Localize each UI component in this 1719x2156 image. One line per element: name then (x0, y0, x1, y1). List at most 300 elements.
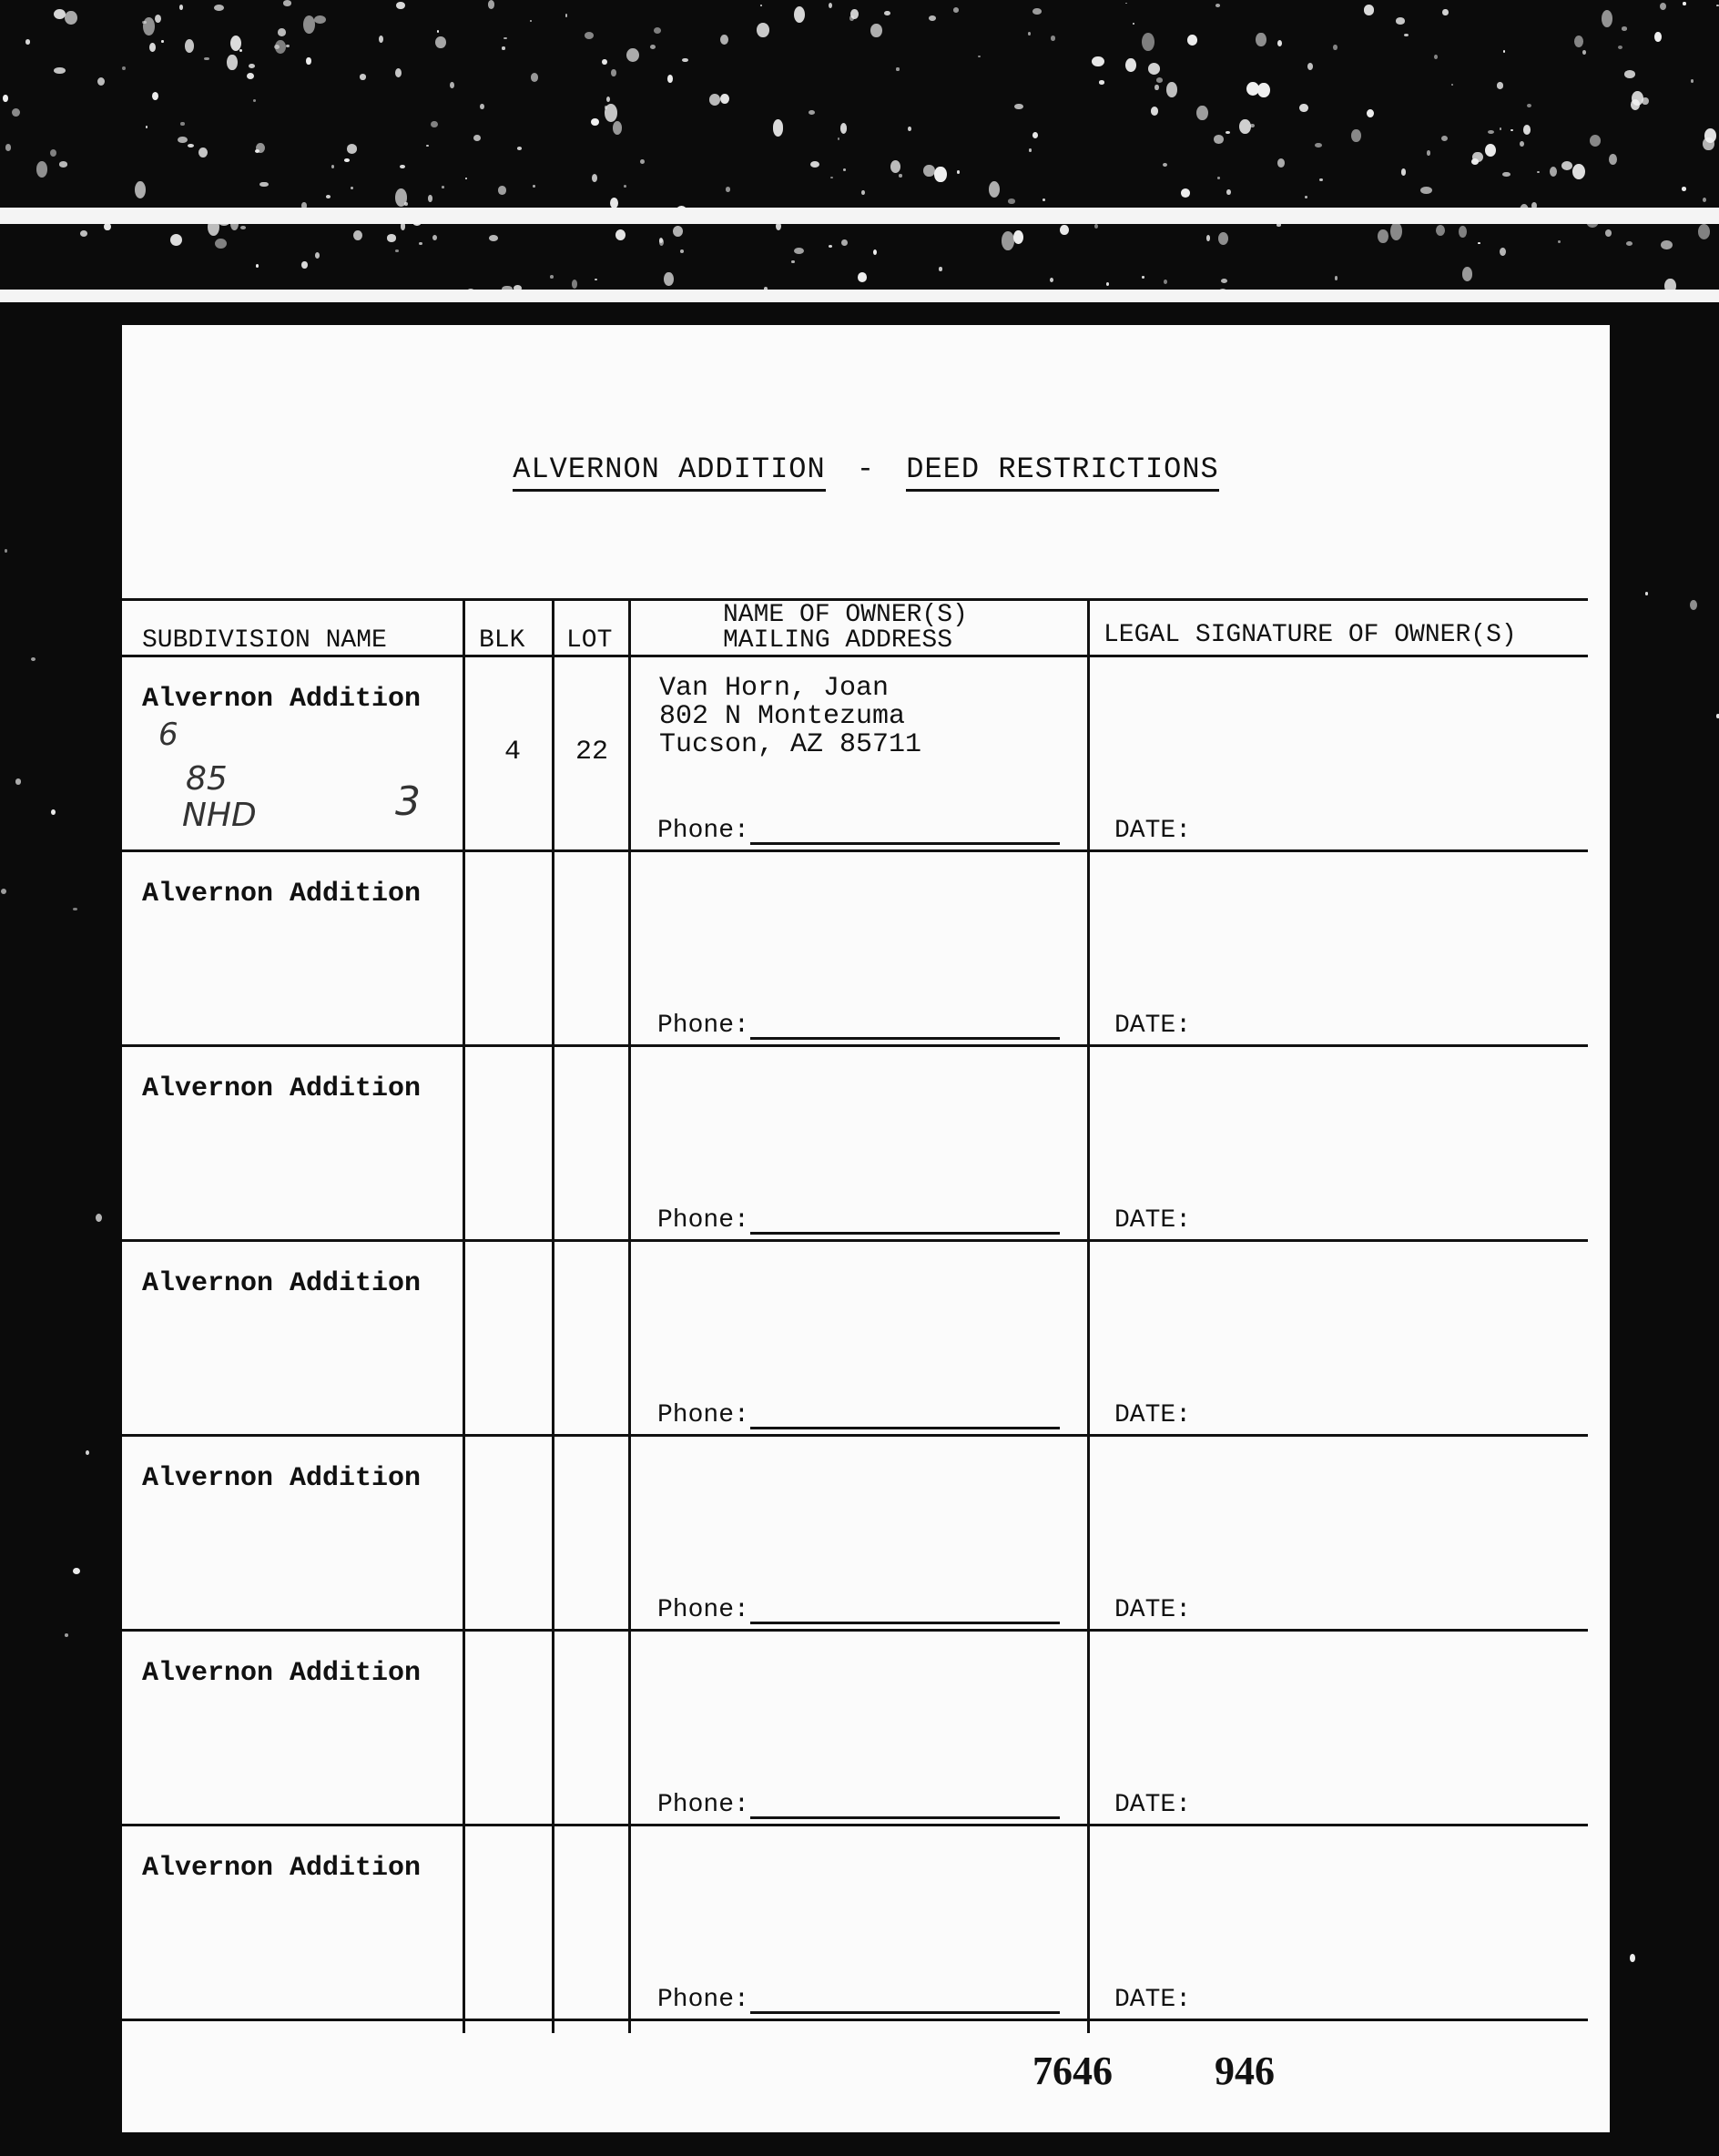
scan-speck (122, 66, 126, 70)
scan-speck (395, 188, 407, 207)
scan-speck (65, 1633, 68, 1637)
col-rule-owner (628, 598, 631, 2033)
title-left: ALVERNON ADDITION (513, 453, 825, 492)
scan-speck (1471, 158, 1479, 165)
scan-speck (146, 126, 147, 128)
row-rule (122, 1434, 1588, 1437)
scan-speck (247, 73, 254, 79)
scan-speck (395, 68, 402, 78)
scan-speck (810, 161, 819, 168)
scan-speck (595, 279, 597, 280)
scan-speck (530, 20, 533, 23)
scan-speck (870, 24, 882, 37)
scan-speck (256, 264, 259, 268)
phone-line (750, 2011, 1060, 2014)
col-rule-signature (1087, 598, 1090, 2033)
scan-speck (1537, 171, 1540, 173)
scan-speck (170, 234, 182, 246)
scan-speck (442, 186, 445, 188)
scan-speck (5, 144, 11, 151)
scan-speck (15, 778, 21, 784)
scan-speck (1217, 177, 1220, 178)
scan-speck (1148, 63, 1161, 75)
scan-speck (606, 97, 610, 102)
scan-speck (1572, 164, 1585, 179)
scan-speck (97, 77, 105, 86)
scan-speck (923, 165, 935, 178)
scan-band-top (0, 208, 1719, 224)
scan-speck (1307, 63, 1313, 70)
scan-speck (50, 149, 56, 157)
scan-speck (1497, 82, 1503, 88)
scan-speck (1660, 3, 1666, 10)
scan-speck (1704, 128, 1716, 143)
scan-speck (850, 9, 859, 19)
date-label: DATE: (1114, 1206, 1192, 1235)
scan-speck (278, 28, 286, 36)
header-bottom-rule (122, 655, 1588, 657)
scan-speck (1367, 109, 1374, 117)
scan-speck (773, 119, 784, 137)
phone-label: Phone: (657, 1986, 749, 2014)
scan-speck (1574, 36, 1584, 47)
scan-speck (1008, 198, 1015, 203)
subdivision-name: Alvernon Addition (142, 879, 422, 910)
scan-speck (1142, 33, 1154, 51)
scan-speck (726, 187, 730, 191)
scan-speck (204, 57, 209, 61)
document-number-2: 946 (1215, 2049, 1275, 2093)
scan-speck (188, 144, 194, 147)
scan-speck (1378, 229, 1388, 243)
scan-speck (65, 11, 77, 25)
scan-speck (624, 185, 626, 188)
scan-speck (1503, 50, 1505, 53)
mailing-address-line1: 802 N Montezuma (659, 701, 906, 732)
handwritten-note-4: 3 (395, 778, 421, 825)
scan-speck (899, 174, 902, 177)
scan-speck (1618, 46, 1623, 49)
phone-label: Phone: (657, 1791, 749, 1819)
title-right: DEED RESTRICTIONS (906, 453, 1218, 492)
scan-speck (306, 57, 310, 65)
scan-speck (152, 92, 158, 100)
phone-line (750, 1427, 1060, 1429)
scan-speck (1630, 1954, 1635, 1962)
scan-speck (929, 15, 936, 21)
subdivision-name: Alvernon Addition (142, 684, 422, 715)
scan-speck (1250, 124, 1255, 127)
scan-speck (1558, 240, 1561, 243)
handwritten-note-3: NHD (182, 797, 257, 834)
scan-speck (185, 39, 194, 53)
scan-speck (605, 104, 617, 121)
row-rule (122, 1824, 1588, 1826)
scan-speck (396, 2, 405, 9)
scan-speck (3, 95, 8, 102)
scan-speck (227, 55, 237, 71)
scan-speck (680, 249, 684, 253)
blk-value: 4 (504, 737, 522, 768)
scan-speck (400, 165, 405, 168)
scan-speck (1187, 35, 1197, 46)
row-rule (122, 1629, 1588, 1632)
scan-speck (884, 11, 890, 15)
scan-speck (1257, 83, 1269, 97)
scan-speck (1420, 187, 1432, 194)
scan-speck (1502, 172, 1510, 177)
scan-speck (314, 15, 326, 24)
scan-speck (240, 226, 246, 229)
scan-speck (419, 242, 422, 245)
scan-speck (953, 7, 959, 13)
scan-speck (12, 108, 20, 117)
scan-speck (533, 185, 535, 188)
handwritten-note-2: 85 (186, 760, 228, 798)
scan-speck (1166, 82, 1177, 97)
scan-speck (1703, 198, 1706, 202)
scan-speck (1626, 241, 1633, 246)
scan-band-bottom (0, 290, 1719, 302)
row-rule (122, 1239, 1588, 1242)
scan-speck (1092, 56, 1104, 66)
scan-speck (1214, 135, 1224, 144)
subdivision-name: Alvernon Addition (142, 1853, 422, 1884)
scan-speck (1218, 232, 1228, 245)
scan-speck (143, 17, 155, 36)
scan-speck (5, 549, 7, 553)
scan-speck (1654, 32, 1662, 43)
scan-speck (613, 121, 622, 135)
scan-speck (344, 158, 350, 162)
scan-speck (1032, 132, 1039, 138)
scan-speck (1631, 99, 1640, 110)
scan-speck (1043, 198, 1045, 201)
scan-speck (1032, 8, 1041, 15)
scan-speck (809, 110, 815, 115)
scan-speck (1299, 104, 1308, 113)
scan-speck (591, 118, 599, 126)
scan-speck (31, 657, 36, 661)
handwritten-note-1: 6 (158, 717, 178, 753)
scan-speck (360, 74, 366, 79)
scan-speck (565, 14, 568, 17)
scan-speck (1404, 34, 1409, 37)
deed-restrictions-form (122, 325, 1610, 2132)
scan-speck (626, 48, 639, 62)
scan-speck (664, 272, 673, 286)
scan-speck (326, 195, 331, 198)
scan-speck (1396, 17, 1406, 25)
scan-speck (1401, 168, 1407, 176)
header-subdivision: SUBDIVISION NAME (142, 626, 387, 655)
scan-speck (259, 182, 268, 188)
scan-speck (978, 56, 981, 57)
scan-speck (1590, 135, 1601, 147)
scan-speck (215, 239, 227, 249)
scan-speck (1014, 104, 1023, 110)
scan-speck (1622, 26, 1627, 30)
scan-speck (934, 167, 946, 183)
scan-speck (155, 15, 161, 23)
scan-speck (939, 267, 943, 271)
scan-speck (1716, 5, 1718, 6)
scan-speck (615, 229, 626, 240)
scan-speck (1441, 136, 1448, 141)
scan-speck (1510, 129, 1513, 131)
scan-speck (379, 36, 383, 43)
scan-speck (1002, 231, 1014, 249)
scan-speck (1527, 104, 1531, 107)
scan-speck (149, 43, 156, 52)
scan-speck (1315, 143, 1322, 148)
title-separator: - (856, 453, 876, 486)
scan-speck (1156, 77, 1163, 83)
scan-speck (1196, 106, 1208, 121)
scan-speck (432, 235, 437, 240)
scan-speck (351, 187, 353, 189)
scan-speck (873, 249, 877, 255)
scan-speck (640, 159, 645, 165)
date-label: DATE: (1114, 1596, 1192, 1624)
subdivision-name: Alvernon Addition (142, 1268, 422, 1299)
scan-speck (1442, 9, 1448, 15)
scan-speck (450, 82, 454, 89)
scan-speck (1181, 188, 1190, 198)
scan-speck (73, 1568, 80, 1574)
scan-speck (572, 280, 578, 289)
scan-speck (1478, 242, 1480, 244)
scan-speck (255, 149, 259, 153)
scan-speck (1427, 150, 1430, 155)
scan-speck (180, 122, 185, 127)
subdivision-name: Alvernon Addition (142, 1658, 422, 1689)
header-lot: LOT (566, 626, 613, 655)
phone-label: Phone: (657, 1596, 749, 1624)
scan-speck (426, 145, 429, 147)
scan-speck (315, 252, 320, 259)
scan-speck (829, 245, 832, 248)
scan-speck (1125, 58, 1135, 72)
scan-speck (611, 69, 616, 76)
scan-speck (435, 36, 445, 48)
scan-speck (489, 235, 498, 241)
header-signature: LEGAL SIGNATURE OF OWNER(S) (1104, 621, 1517, 649)
scan-speck (1661, 240, 1673, 250)
scan-speck (1364, 5, 1374, 15)
scan-speck (1164, 280, 1167, 285)
scan-speck (178, 137, 188, 143)
scan-speck (51, 809, 56, 815)
scan-speck (1319, 178, 1323, 181)
scan-speck (1690, 600, 1697, 610)
scan-speck (1142, 276, 1144, 279)
scan-speck (1683, 2, 1685, 5)
scan-speck (794, 248, 804, 254)
lot-value: 22 (575, 737, 609, 768)
scan-speck (249, 64, 256, 69)
scan-speck (1133, 23, 1134, 25)
scan-speck (36, 161, 47, 177)
scan-speck (673, 226, 683, 238)
scan-speck (791, 260, 794, 264)
scan-speck (239, 49, 242, 52)
subdivision-name: Alvernon Addition (142, 1073, 422, 1104)
scan-speck (841, 239, 848, 246)
scan-speck (858, 272, 867, 282)
scan-speck (1226, 189, 1231, 196)
scan-speck (838, 137, 839, 139)
scan-speck (650, 45, 656, 49)
date-label: DATE: (1114, 1791, 1192, 1819)
scan-speck (989, 181, 1000, 198)
scan-speck (602, 59, 607, 66)
scan-speck (1691, 79, 1694, 83)
scan-speck (301, 261, 307, 269)
scan-speck (465, 178, 467, 179)
scan-speck (896, 67, 899, 72)
scan-speck (1605, 229, 1612, 237)
scan-speck (720, 35, 728, 45)
scan-speck (757, 23, 769, 37)
date-label: DATE: (1114, 1401, 1192, 1429)
scan-speck (1154, 85, 1158, 90)
phone-line (750, 842, 1060, 845)
date-label: DATE: (1114, 817, 1192, 845)
scan-speck (667, 75, 673, 83)
scan-speck (1436, 225, 1445, 236)
header-mailing-address: MAILING ADDRESS (723, 626, 953, 655)
scan-speck (1645, 592, 1649, 595)
scan-speck (908, 127, 910, 131)
scan-speck (957, 170, 960, 173)
scan-speck (720, 94, 729, 104)
scan-speck (1060, 225, 1069, 236)
scan-speck (353, 230, 362, 240)
scan-speck (1624, 70, 1635, 78)
phone-line (750, 1816, 1060, 1819)
scan-speck (347, 144, 357, 154)
scan-speck (54, 67, 66, 75)
header-owner-name: NAME OF OWNER(S) (723, 601, 968, 629)
scan-speck (179, 5, 183, 10)
scan-speck (1256, 33, 1266, 47)
row-rule (122, 1044, 1588, 1047)
scan-speck (1351, 129, 1360, 142)
scan-speck (25, 39, 31, 46)
scan-speck (1099, 80, 1104, 84)
scan-speck (1305, 196, 1308, 198)
scan-speck (1698, 224, 1710, 239)
date-label: DATE: (1114, 1986, 1192, 2014)
scan-speck (1335, 276, 1338, 280)
scan-speck (843, 168, 846, 171)
scan-speck (1333, 45, 1337, 50)
scan-speck (135, 181, 146, 198)
scan-speck (1246, 82, 1259, 96)
scan-speck (1239, 119, 1250, 135)
scan-speck (760, 5, 762, 6)
scan-speck (829, 3, 832, 8)
scan-speck (890, 160, 900, 173)
scan-speck (73, 908, 77, 911)
scan-speck (1602, 10, 1612, 27)
col-rule-lot (552, 598, 554, 2033)
scan-speck (1523, 125, 1531, 134)
scan-speck (1500, 127, 1501, 130)
scan-speck (1609, 154, 1617, 165)
phone-line (750, 1037, 1060, 1040)
document-number-1: 7646 (1032, 2049, 1113, 2093)
scan-speck (1226, 131, 1230, 134)
scan-speck (1094, 224, 1098, 229)
scan-speck (1277, 40, 1282, 46)
form-title (122, 453, 1610, 486)
scan-speck (161, 40, 163, 43)
scan-speck (1051, 36, 1055, 40)
scan-speck (480, 104, 484, 109)
scan-speck (331, 165, 334, 168)
scan-speck (488, 0, 494, 9)
header-blk: BLK (479, 626, 525, 655)
scan-speck (96, 1214, 102, 1222)
scan-speck (1485, 144, 1496, 157)
scan-speck (1390, 222, 1402, 240)
scan-speck (840, 123, 848, 134)
scan-speck (585, 32, 594, 39)
scan-speck (1459, 226, 1467, 238)
scan-speck (1125, 3, 1127, 5)
scan-speck (1163, 163, 1167, 167)
scan-speck (1029, 148, 1032, 152)
scan-speck (303, 15, 315, 35)
scan-speck (1500, 248, 1506, 256)
scan-speck (654, 27, 661, 34)
scan-speck (794, 6, 805, 24)
scan-speck (830, 177, 833, 178)
scan-speck (1451, 84, 1453, 86)
col-rule-blk (463, 598, 465, 2033)
scan-speck (214, 5, 224, 11)
scan-speck (517, 147, 523, 150)
scan-speck (1050, 278, 1053, 282)
row-rule (122, 849, 1588, 852)
scan-speck (437, 30, 440, 34)
scan-speck (283, 0, 291, 6)
owner-name: Van Horn, Joan (659, 673, 890, 704)
subdivision-name: Alvernon Addition (142, 1463, 422, 1494)
mailing-address-line2: Tucson, AZ 85711 (659, 729, 922, 760)
scan-speck (1682, 187, 1686, 190)
date-label: DATE: (1114, 1012, 1192, 1040)
scan-speck (1582, 50, 1586, 55)
scan-speck (502, 46, 505, 49)
scan-speck (1221, 279, 1228, 284)
scan-speck (1013, 230, 1022, 244)
scan-speck (503, 37, 506, 40)
scan-speck (1520, 141, 1524, 147)
scan-speck (659, 239, 664, 246)
scan-speck (286, 45, 290, 48)
scan-speck (1434, 55, 1438, 60)
phone-label: Phone: (657, 1012, 749, 1040)
scan-speck (431, 121, 438, 128)
scan-speck (531, 73, 538, 82)
scan-speck (395, 249, 399, 252)
scan-speck (498, 186, 506, 194)
scan-speck (253, 99, 256, 102)
scan-speck (861, 190, 865, 196)
